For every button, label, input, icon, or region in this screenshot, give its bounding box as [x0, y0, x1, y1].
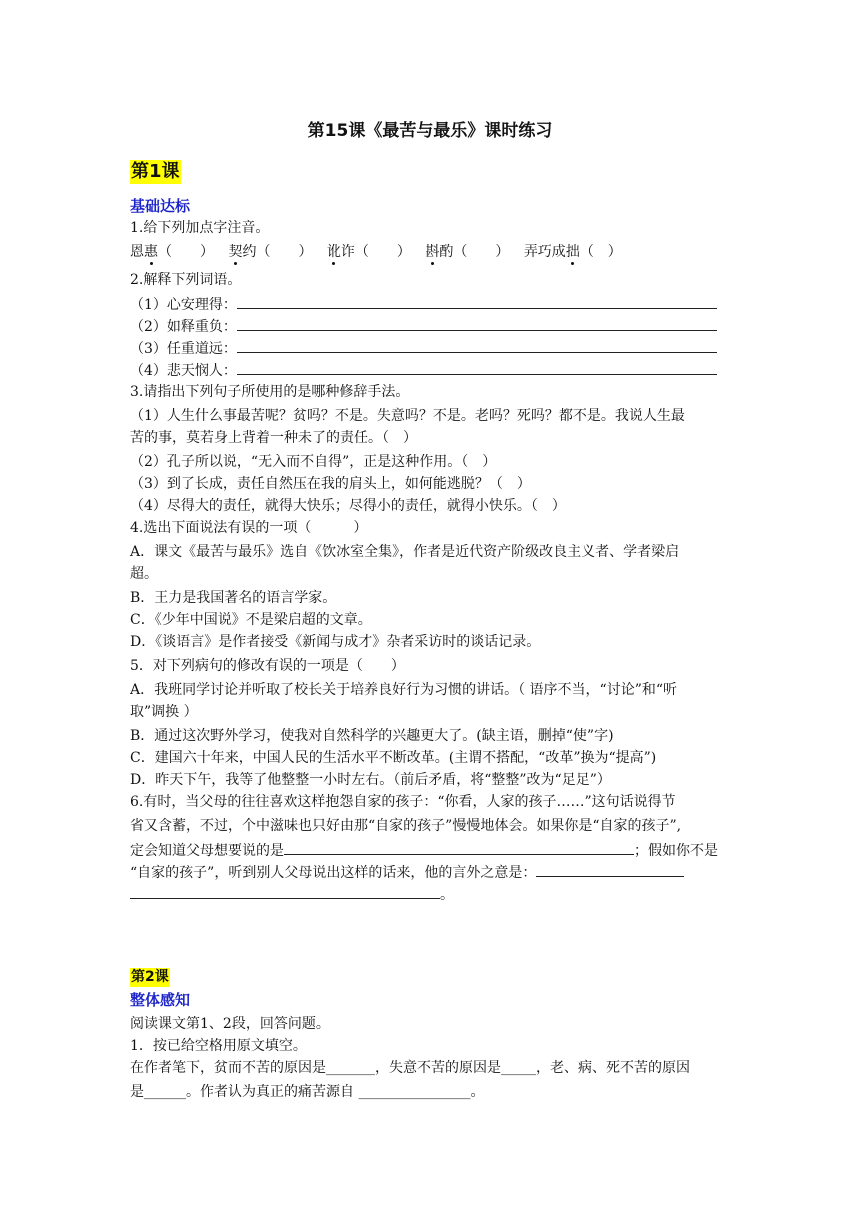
q6-line-4: “自家的孩子”，听到别人父母说出这样的话来，他的言外之意是： — [130, 862, 684, 883]
q2-item-4: （4）悲天悯人： — [130, 360, 717, 381]
q1-item-5: 弄巧成拙（ ） — [523, 244, 622, 260]
lesson-2-heading: 第2课 — [131, 969, 169, 985]
document-title: 第15课《最苦与最乐》课时练习 — [307, 121, 553, 141]
q5-stem: 5．对下列病句的修改有误的一项是（ ） — [130, 658, 405, 674]
q6-answer-blank-2[interactable] — [536, 862, 684, 877]
q5-option-a-line-2: 取”调换 ） — [130, 704, 198, 720]
q4-option-d: D．《谈语言》是作者接受《新闻与成才》杂者采访时的谈话记录。 — [130, 634, 541, 650]
q4-option-b: B．王力是我国著名的语言学家。 — [130, 590, 337, 606]
q2-item-3: （3）任重道远： — [130, 338, 717, 359]
q6-answer-blank-1[interactable] — [284, 840, 634, 855]
q2-stem: 2.解释下列词语。 — [130, 272, 242, 288]
q5-option-c: C．建国六十年来，中国人民的生活水平不断改革。(主谓不搭配，“改革”换为“提高”) — [130, 750, 657, 766]
q4-option-a-line-2: 超。 — [130, 566, 158, 582]
lesson2-q1-line-2: 是______。作者认为真正的痛苦源自 ________________。 — [130, 1084, 485, 1100]
q2-answer-blank-3[interactable] — [237, 338, 717, 353]
section-heading-overall: 整体感知 — [130, 991, 191, 1009]
q2-answer-blank-2[interactable] — [237, 316, 717, 331]
q3-item-1-line-2: 苦的事，莫若身上背着一种未了的责任。（ ） — [130, 430, 417, 446]
q6-answer-blank-3[interactable] — [130, 884, 440, 899]
q3-item-1-line-1: （1）人生什么事最苦呢？贫吗？不是。失意吗？不是。老吗？死吗？都不是。我说人生最 — [130, 408, 685, 424]
q1-stem: 1.给下列加点字注音。 — [130, 220, 270, 236]
q1-item-1: 恩惠（ ） — [130, 244, 214, 260]
q6-line-5: 。 — [130, 884, 454, 905]
q2-answer-blank-1[interactable] — [237, 294, 717, 309]
q3-item-3: （3）到了长成，责任自然压在我的肩头上，如何能逃脱？（ ） — [130, 476, 531, 492]
lesson-1-heading: 第1课 — [131, 161, 180, 182]
q1-item-3: 讹诈（ ） — [326, 244, 411, 260]
section-heading-basic: 基础达标 — [130, 197, 191, 215]
q2-item-2: （2）如释重负： — [130, 316, 717, 337]
q5-option-b: B．通过这次野外学习，使我对自然科学的兴趣更大了。(缺主语，删掉“使”字) — [130, 728, 614, 744]
q4-option-c: C．《少年中国说》不是梁启超的文章。 — [130, 612, 372, 628]
q6-line-2: 省又含蓄，不过，个中滋味也只好由那“自家的孩子”慢慢地体会。如果你是“自家的孩子”, — [130, 818, 682, 834]
q1-item-2: 契约（ ） — [228, 244, 313, 260]
lesson2-q1-line-1: 在作者笔下，贫而不苦的原因是_______，失意不苦的原因是_____，老、病、死不苦的原因 — [130, 1060, 690, 1076]
q3-item-4: （4）尽得大的责任，就得大快乐；尽得小的责任，就得小快乐。（ ） — [130, 498, 566, 514]
q6-line-3: 定会知道父母想要说的是 ；假如你不是 — [130, 840, 718, 861]
q2-answer-blank-4[interactable] — [237, 360, 717, 375]
q5-option-d: D．昨天下午，我等了他整整一小时左右。（前后矛盾，将“整整”改为“足足”） — [130, 772, 611, 788]
q6-line-1: 6.有时，当父母的往往喜欢这样抱怨自家的孩子：“你看，人家的孩子……”这句话说得节 — [130, 794, 676, 810]
q3-stem: 3.请指出下列句子所使用的是哪种修辞手法。 — [130, 384, 410, 400]
q4-option-a-line-1: A．课文《最苦与最乐》选自《饮冰室全集》，作者是近代资产阶级改良主义者、学者梁启 — [130, 544, 680, 560]
q1-items — [130, 242, 622, 262]
q1-item-4: 斟酌（ ） — [425, 244, 510, 260]
q5-option-a-line-1: A．我班同学讨论并听取了校长关于培养良好行为习惯的讲话。（ 语序不当，“讨论”和“听 — [130, 682, 678, 698]
q3-item-2: （2）孔子所以说，“无入而不自得”，正是这种作用。（ ） — [130, 454, 497, 470]
q2-item-1: （1）心安理得： — [130, 294, 717, 315]
lesson2-intro: 阅读课文第1、2段，回答问题。 — [130, 1016, 330, 1032]
lesson2-q1-stem: 1．按已给空格用原文填空。 — [130, 1038, 307, 1054]
q4-stem: 4.选出下面说法有误的一项（ ） — [130, 520, 368, 536]
